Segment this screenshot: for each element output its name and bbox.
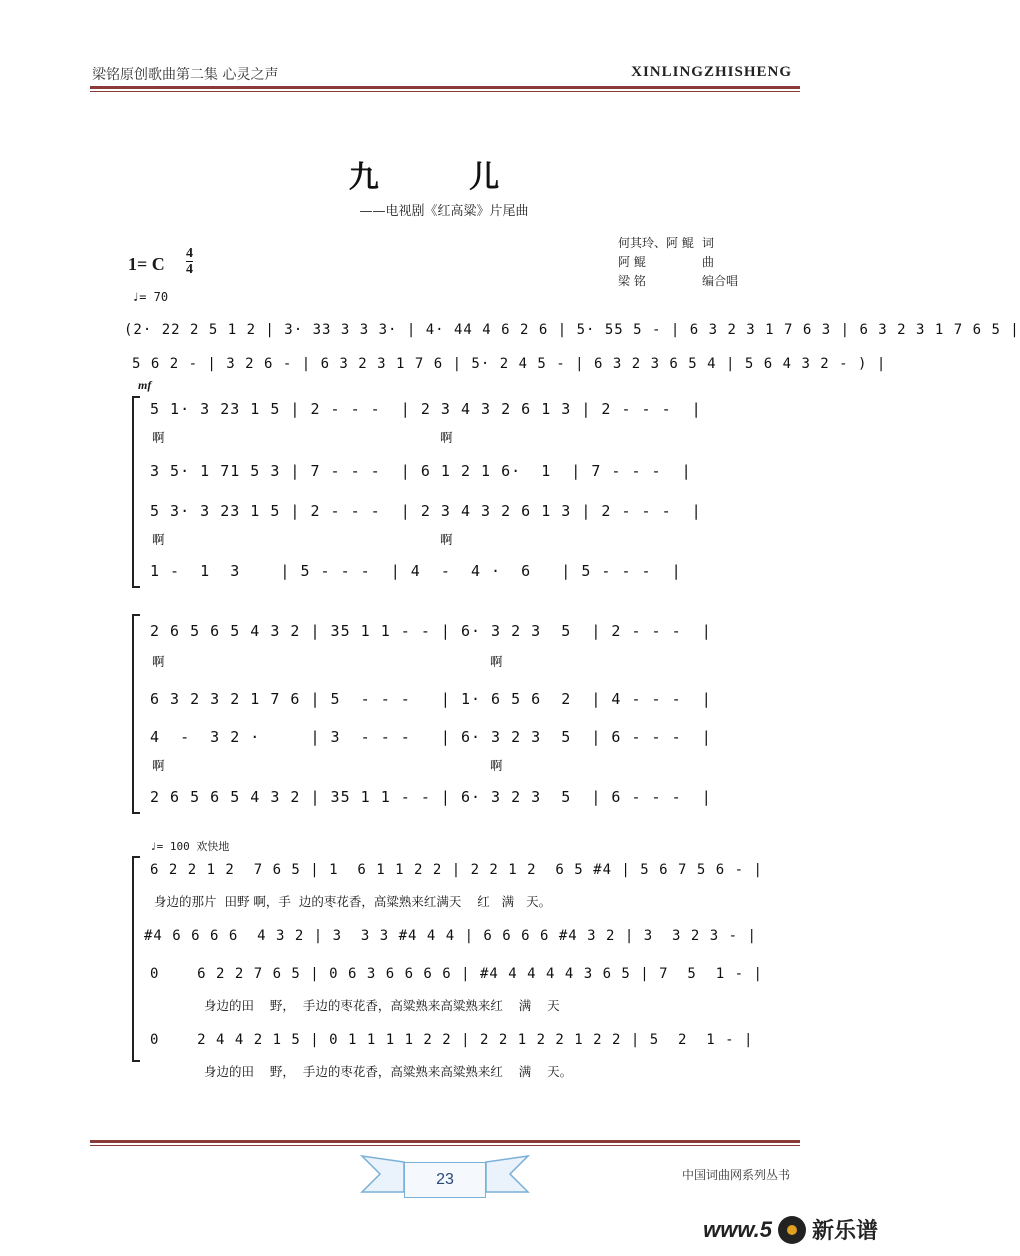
watermark xyxy=(703,1214,878,1245)
s2-lyric-1a: 啊 xyxy=(152,654,165,669)
meter-bottom: 4 xyxy=(186,262,193,277)
s2-lyric-3a: 啊 xyxy=(152,758,165,773)
system-1-brace xyxy=(132,396,140,588)
s1-part-4: 1 - 1 3 | 5 - - - | 4 - 4 · 6 | 5 - - - | xyxy=(150,562,682,580)
watermark-brand: 新乐谱 xyxy=(811,1219,878,1244)
song-title: 九 儿 xyxy=(348,160,540,195)
s2-part-3: 4 - 3 2 · | 3 - - - | 6· 3 2 3 5 | 6 - - - | xyxy=(150,728,712,746)
system-2-brace xyxy=(132,614,140,814)
header-book-title: 梁铭原创歌曲第二集 心灵之声 xyxy=(92,67,279,83)
credit-arranger: 梁 铭 编合唱 xyxy=(618,274,739,288)
time-signature xyxy=(186,246,193,277)
vinyl-record-icon xyxy=(778,1216,806,1244)
footer-rule-thin xyxy=(90,1145,800,1146)
song-subtitle: ——电视剧《红高粱》片尾曲 xyxy=(359,204,529,219)
header-rule xyxy=(90,86,800,89)
credit-music: 阿 鲲 曲 xyxy=(618,255,715,269)
header-rule-thin xyxy=(90,91,800,92)
tempo-marking-2: ♩= 100 欢快地 xyxy=(150,840,230,853)
dynamic-mf: mf xyxy=(138,378,152,392)
s1-part-2: 3 5· 1 71 5 3 | 7 - - - | 6 1 2 1 6· 1 | 7 - - - | xyxy=(150,462,692,480)
s1-lyric-3a: 啊 xyxy=(152,532,165,547)
header-series-romanized: XINLINGZHISHENG xyxy=(631,64,792,80)
s2-part-4: 2 6 5 6 5 4 3 2 | 35 1 1 - - | 6· 3 2 3 5 | 6 - - - | xyxy=(150,788,712,806)
credits xyxy=(618,234,738,291)
s3-part-1: 6 2 2 1 2 7 6 5 | 1 6 1 1 2 2 | 2 2 1 2 6 5 #4 | 5 6 7 5 6 - | xyxy=(150,862,763,878)
system-3-brace xyxy=(132,856,140,1062)
s3-lyric-3: 身边的田 野， 手边的枣花香，高粱熟来高粱熟来红 满 天 xyxy=(204,998,560,1013)
s3-part-2: #4 6 6 6 6 4 3 2 | 3 3 3 #4 4 4 | 6 6 6 6 #4 3 2 | 3 3 2 3 - | xyxy=(144,928,757,944)
s3-lyric-4: 身边的田 野， 手边的枣花香，高粱熟来高粱熟来红 满 天。 xyxy=(204,1064,573,1079)
credit-lyrics: 何其玲、阿 鲲 词 xyxy=(618,236,715,250)
s2-part-1: 2 6 5 6 5 4 3 2 | 35 1 1 - - | 6· 3 2 3 5 | 2 - - - | xyxy=(150,622,712,640)
s2-lyric-1b: 啊 xyxy=(490,654,503,669)
meter-top: 4 xyxy=(186,246,193,261)
s3-part-4: 0 2 4 4 2 1 5 | 0 1 1 1 1 2 2 | 2 2 1 2 2 1 2 2 | 5 2 1 - | xyxy=(150,1032,754,1048)
s1-part-1: 5 1· 3 23 1 5 | 2 - - - | 2 3 4 3 2 6 1 3 | 2 - - - | xyxy=(150,400,702,418)
s1-lyric-1b: 啊 xyxy=(440,430,453,445)
s3-lyric-1: 身边的那片 田野 啊，手 边的枣花香，高粱熟来红满天 红 满 天。 xyxy=(154,894,552,909)
footer-rule xyxy=(90,1140,800,1143)
intro-line-2: 5 6 2 - | 3 2 6 - | 6 3 2 3 1 7 6 | 5· 2 4 5 - | 6 3 2 3 6 5 4 | 5 6 4 3 2 - ) | xyxy=(132,356,887,372)
intro-line-1: (2· 22 2 5 1 2 | 3· 33 3 3 3· | 4· 44 4 6 2 6 | 5· 55 5 - | 6 3 2 3 1 7 6 3 | 6 3 2 3 1 7 6 5 | xyxy=(124,322,1020,338)
s2-part-2: 6 3 2 3 2 1 7 6 | 5 - - - | 1· 6 5 6 2 | 4 - - - | xyxy=(150,690,712,708)
s3-part-3: 0 6 2 2 7 6 5 | 0 6 3 6 6 6 6 | #4 4 4 4 4 3 6 5 | 7 5 1 - | xyxy=(150,966,763,982)
s1-part-3: 5 3· 3 23 1 5 | 2 - - - | 2 3 4 3 2 6 1 3 | 2 - - - | xyxy=(150,502,702,520)
footer-series: 中国词曲网系列丛书 xyxy=(681,1168,790,1182)
s2-lyric-3b: 啊 xyxy=(490,758,503,773)
key-signature: 1= C xyxy=(128,254,165,274)
s1-lyric-1a: 啊 xyxy=(152,430,165,445)
page-number: 23 xyxy=(404,1162,486,1198)
s1-lyric-3b: 啊 xyxy=(440,532,453,547)
watermark-url: www.5 xyxy=(703,1216,772,1242)
tempo-marking: ♩= 70 xyxy=(132,290,169,304)
